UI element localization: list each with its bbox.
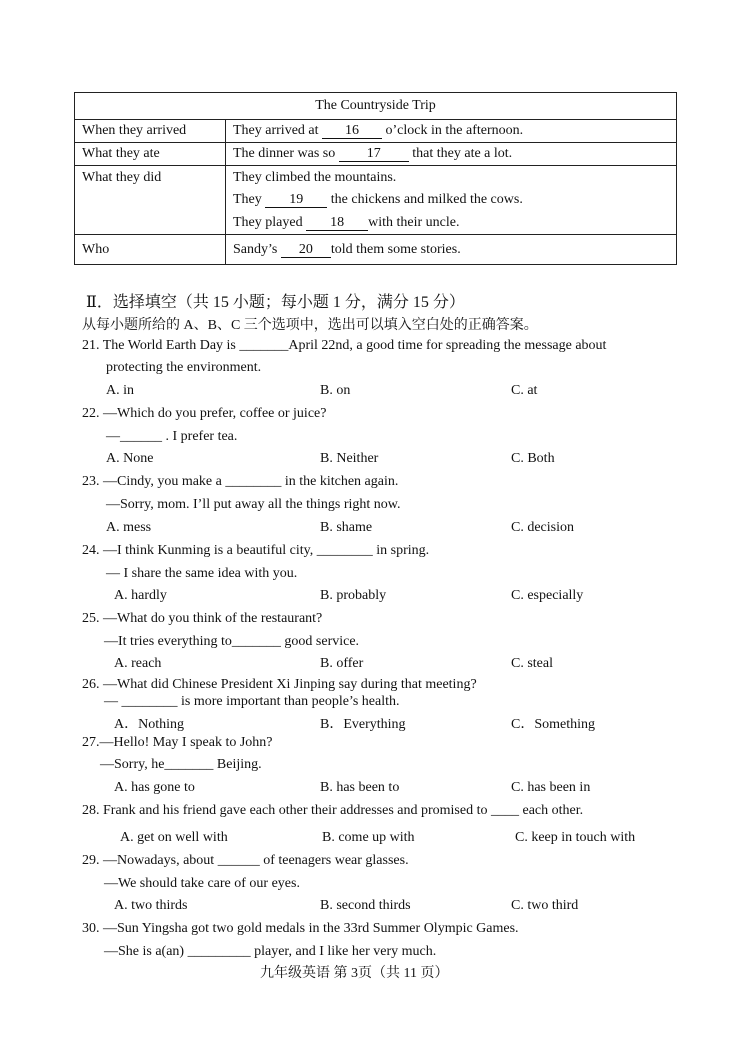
question-23-line2: —Sorry, mom. I’ll put away all the things right now. xyxy=(106,497,401,512)
question-24-line2: — I share the same idea with you. xyxy=(106,566,298,581)
table-column-divider xyxy=(225,119,226,264)
option-b: B. Neither xyxy=(320,451,379,466)
countryside-trip-table xyxy=(74,92,677,265)
option-c: C. has been in xyxy=(511,780,591,795)
question-29-line1: 29. —Nowadays, about ______ of teenagers wear glasses. xyxy=(82,853,409,868)
option-c: C. keep in touch with xyxy=(515,830,636,845)
option-a: A．Nothing xyxy=(114,717,184,732)
question-24-line1: 24. —I think Kunming is a beautiful city, ________ in spring. xyxy=(82,543,430,558)
answer-blank: 19 xyxy=(265,193,327,208)
row-content: They 19 the chickens and milked the cows. xyxy=(233,192,523,207)
option-b: B. has been to xyxy=(320,780,400,795)
row-content: They arrived at 16 o’clock in the afternoon. xyxy=(233,123,524,138)
question-29-line2: —We should take care of our eyes. xyxy=(104,876,300,891)
option-c: C. at xyxy=(511,383,538,398)
question-25-line2: —It tries everything to_______ good service. xyxy=(104,634,360,649)
question-21-line2: protecting the environment. xyxy=(106,360,262,375)
option-b: B．Everything xyxy=(320,717,406,732)
row-content: They climbed the mountains. xyxy=(233,170,397,185)
question-30-line2: —She is a(an) _________ player, and I like her very much. xyxy=(104,944,437,959)
option-c: C. especially xyxy=(511,588,584,603)
option-a: A. in xyxy=(106,383,134,398)
option-a: A. None xyxy=(106,451,154,466)
answer-blank: 20 xyxy=(281,243,331,258)
table-divider xyxy=(75,142,676,143)
option-a: A. hardly xyxy=(114,588,167,603)
row-label: When they arrived xyxy=(82,123,187,138)
question-23-line1: 23. —Cindy, you make a ________ in the kitchen again. xyxy=(82,474,399,489)
page-footer: 九年级英语 第 3页（共 11 页） xyxy=(260,966,449,981)
option-b: B. on xyxy=(320,383,351,398)
question-25-line1: 25. —What do you think of the restaurant? xyxy=(82,611,323,626)
question-27-line1: 27.—Hello! May I speak to John? xyxy=(82,735,273,750)
option-c: C. decision xyxy=(511,520,574,535)
question-26-line1: 26. —What did Chinese President Xi Jinping say during that meeting? xyxy=(82,677,477,692)
option-b: B. second thirds xyxy=(320,898,411,913)
row-label: What they ate xyxy=(82,146,160,161)
table-divider xyxy=(75,119,676,120)
option-b: B. shame xyxy=(320,520,373,535)
option-c: C. Both xyxy=(511,451,555,466)
option-b: B. probably xyxy=(320,588,387,603)
option-a: A. get on well with xyxy=(120,830,228,845)
option-c: C. steal xyxy=(511,656,553,671)
row-content: The dinner was so 17 that they ate a lot. xyxy=(233,146,513,161)
answer-blank: 16 xyxy=(322,124,382,139)
option-b: B. offer xyxy=(320,656,364,671)
question-22-line2: —______ . I prefer tea. xyxy=(106,429,238,444)
question-30-line1: 30. —Sun Yingsha got two gold medals in the 33rd Summer Olympic Games. xyxy=(82,921,519,936)
row-content: They played 18 with their uncle. xyxy=(233,215,460,230)
question-28-line1: 28. Frank and his friend gave each other their addresses and promised to ____ each other. xyxy=(82,803,584,818)
section-instruction: 从每小题所给的 A、B、C 三个选项中，选出可以填入空白处的正确答案。 xyxy=(82,318,538,333)
question-26-line2: — ________ is more important than people’s health. xyxy=(104,694,400,709)
option-a: A. reach xyxy=(114,656,162,671)
row-label: Who xyxy=(82,242,110,257)
option-a: A. two thirds xyxy=(114,898,188,913)
option-c: C. two third xyxy=(511,898,579,913)
question-22-line1: 22. —Which do you prefer, coffee or juice? xyxy=(82,406,327,421)
option-a: A. has gone to xyxy=(114,780,195,795)
table-divider xyxy=(75,165,676,166)
option-b: B. come up with xyxy=(322,830,415,845)
question-27-line2: —Sorry, he_______ Beijing. xyxy=(100,757,262,772)
row-label: What they did xyxy=(82,170,162,185)
question-21-line1: 21. The World Earth Day is _______April 22nd, a good time for spreading the message about xyxy=(82,338,607,353)
answer-blank: 17 xyxy=(339,147,409,162)
section-title: Ⅱ．选择填空（共 15 小题；每小题 1 分，满分 15 分） xyxy=(86,294,465,311)
table-title: The Countryside Trip xyxy=(315,98,436,113)
table-divider xyxy=(75,234,676,235)
answer-blank: 18 xyxy=(306,216,368,231)
row-content: Sandy’s 20 told them some stories. xyxy=(233,242,461,257)
option-a: A. mess xyxy=(106,520,152,535)
option-c: C．Something xyxy=(511,717,596,732)
